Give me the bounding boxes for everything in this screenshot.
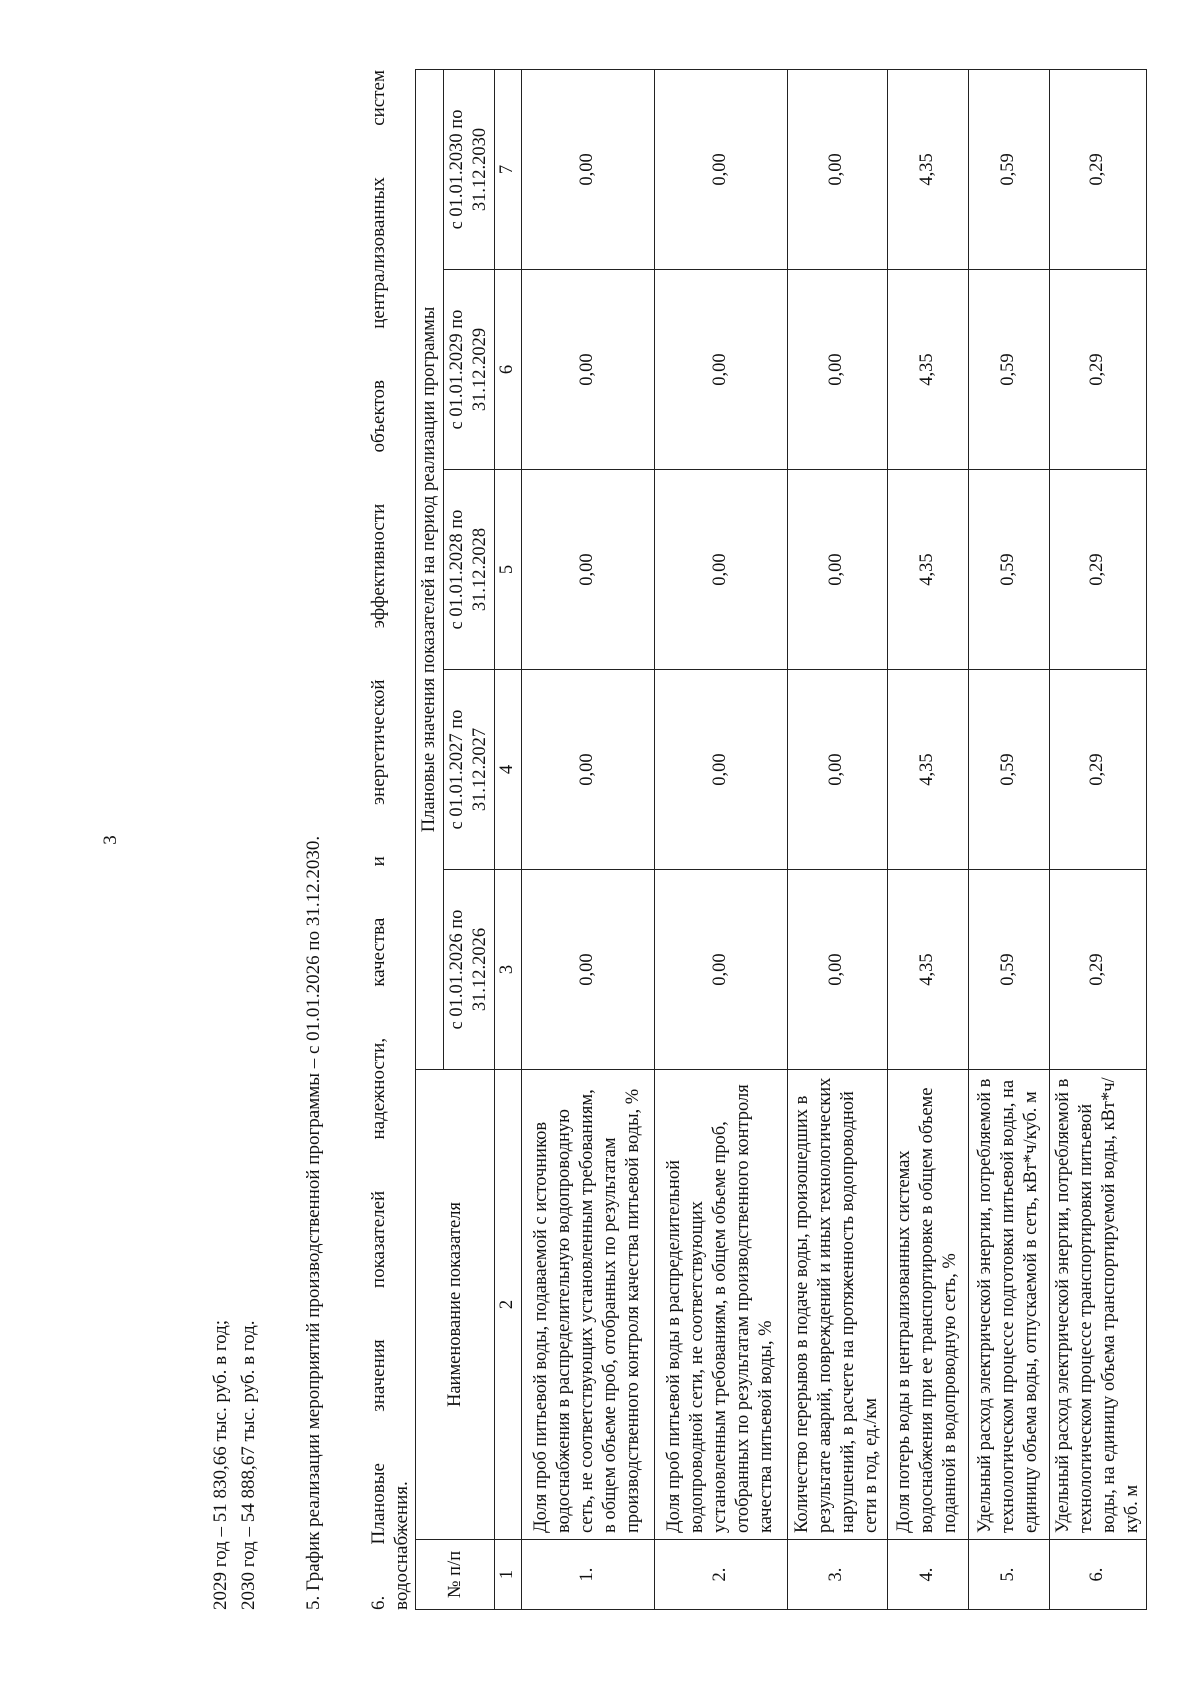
- value-2028: 0,00: [521, 470, 654, 670]
- value-2028: 0,00: [787, 470, 887, 670]
- value-2029: 0,00: [521, 270, 654, 470]
- row-number: 6.: [1049, 1540, 1147, 1610]
- row-number: 2.: [654, 1540, 787, 1610]
- column-index: 2: [495, 1070, 521, 1540]
- value-2030: 0,00: [654, 69, 787, 269]
- value-2027: 0,59: [968, 670, 1049, 870]
- indicator-name: Доля проб питьевой воды, подаваемой с источников водоснабжения в распределительную водопроводную сеть, не соответствующих установленным требованиям, в общем объеме проб, отобранных по результатам производственного контроля качества питьевой воды, %: [521, 1070, 654, 1540]
- column-index: 4: [495, 670, 521, 870]
- value-2029: 0,59: [968, 270, 1049, 470]
- value-2027: 4,35: [887, 670, 968, 870]
- header-period-2029: с 01.01.2029 по 31.12.2029: [444, 270, 495, 470]
- indicator-name: Количество перерывов в подаче воды, произошедших в результате аварий, повреждений и иных технологических нарушений, в расчете на протяженность водопроводной сети в год, ед./км: [787, 1070, 887, 1540]
- column-index-row: [495, 69, 521, 1609]
- value-2026: 0,00: [654, 870, 787, 1070]
- header-period-2030: с 01.01.2030 по 31.12.2030: [444, 69, 495, 269]
- header-period-2026: с 01.01.2026 по 31.12.2026: [444, 870, 495, 1070]
- value-2027: 0,00: [787, 670, 887, 870]
- value-2028: 0,59: [968, 470, 1049, 670]
- column-index: 7: [495, 69, 521, 269]
- value-2026: 4,35: [887, 870, 968, 1070]
- budget-line-2030: 2030 год – 54 888,67 тыс. руб. в год.: [238, 1320, 259, 1610]
- column-index: 1: [495, 1540, 521, 1610]
- header-planned-values: Плановые значения показателей на период реализации программы: [416, 69, 444, 1069]
- value-2030: 0,29: [1049, 69, 1147, 269]
- value-2029: 4,35: [887, 270, 968, 470]
- rotated-page-content: [100, 70, 1142, 1610]
- value-2028: 0,29: [1049, 470, 1147, 670]
- header-period-2028: с 01.01.2028 по 31.12.2028: [444, 470, 495, 670]
- value-2029: 0,00: [654, 270, 787, 470]
- page-number: 3: [100, 835, 121, 845]
- value-2029: 0,29: [1049, 270, 1147, 470]
- column-index: 6: [495, 270, 521, 470]
- indicator-name: Доля проб питьевой воды в распределительной водопроводной сети, не соответствующих установленным требованиям, в общем объеме проб, отобранных по результатам производственного контроля качества питьевой воды, %: [654, 1070, 787, 1540]
- indicator-name: Удельный расход электрической энергии, потребляемой в технологическом процессе подготовки питьевой воды, на единицу объема воды, отпускаемой в сеть, кВт*ч/куб. м: [968, 1070, 1049, 1540]
- table-row: [521, 69, 654, 1609]
- value-2027: 0,00: [654, 670, 787, 870]
- table-row: [1049, 69, 1147, 1609]
- header-period-2027: с 01.01.2027 по 31.12.2027: [444, 670, 495, 870]
- section-5-schedule: 5. График реализации мероприятий производственной программы – с 01.01.2026 по 31.12.2030.: [303, 835, 324, 1610]
- section-6-heading: 6. Плановые значения показателей надежности, качества и энергетической эффективности объектов централизованных систем: [368, 70, 389, 1610]
- value-2030: 4,35: [887, 69, 968, 269]
- header-number: № п/п: [416, 1540, 495, 1610]
- budget-line-2029: 2029 год – 51 830,66 тыс. руб. в год;: [210, 1319, 231, 1610]
- column-index: 3: [495, 870, 521, 1070]
- header-indicator-name: Наименование показателя: [416, 1070, 495, 1540]
- value-2030: 0,00: [521, 69, 654, 269]
- value-2030: 0,59: [968, 69, 1049, 269]
- value-2026: 0,00: [787, 870, 887, 1070]
- value-2028: 4,35: [887, 470, 968, 670]
- value-2026: 0,29: [1049, 870, 1147, 1070]
- value-2029: 0,00: [787, 270, 887, 470]
- row-number: 3.: [787, 1540, 887, 1610]
- row-number: 1.: [521, 1540, 654, 1610]
- value-2028: 0,00: [654, 470, 787, 670]
- value-2026: 0,00: [521, 870, 654, 1070]
- value-2027: 0,29: [1049, 670, 1147, 870]
- indicator-name: Доля потерь воды в централизованных системах водоснабжения при ее транспортировке в общем объеме поданной в водопроводную сеть, %: [887, 1070, 968, 1540]
- value-2027: 0,00: [521, 670, 654, 870]
- value-2026: 0,59: [968, 870, 1049, 1070]
- section-6-heading-continued: водоснабжения.: [391, 1481, 412, 1610]
- value-2030: 0,00: [787, 69, 887, 269]
- column-index: 5: [495, 470, 521, 670]
- indicators-table: [415, 69, 1147, 1610]
- table-row: [787, 69, 887, 1609]
- row-number: 5.: [968, 1540, 1049, 1610]
- table-row: [654, 69, 787, 1609]
- table-row: [887, 69, 968, 1609]
- row-number: 4.: [887, 1540, 968, 1610]
- table-row: [968, 69, 1049, 1609]
- indicator-name: Удельный расход электрической энергии, потребляемой в технологическом процессе транспортировки питьевой воды, на единицу объема транспортируемой воды, кВт*ч/куб. м: [1049, 1070, 1147, 1540]
